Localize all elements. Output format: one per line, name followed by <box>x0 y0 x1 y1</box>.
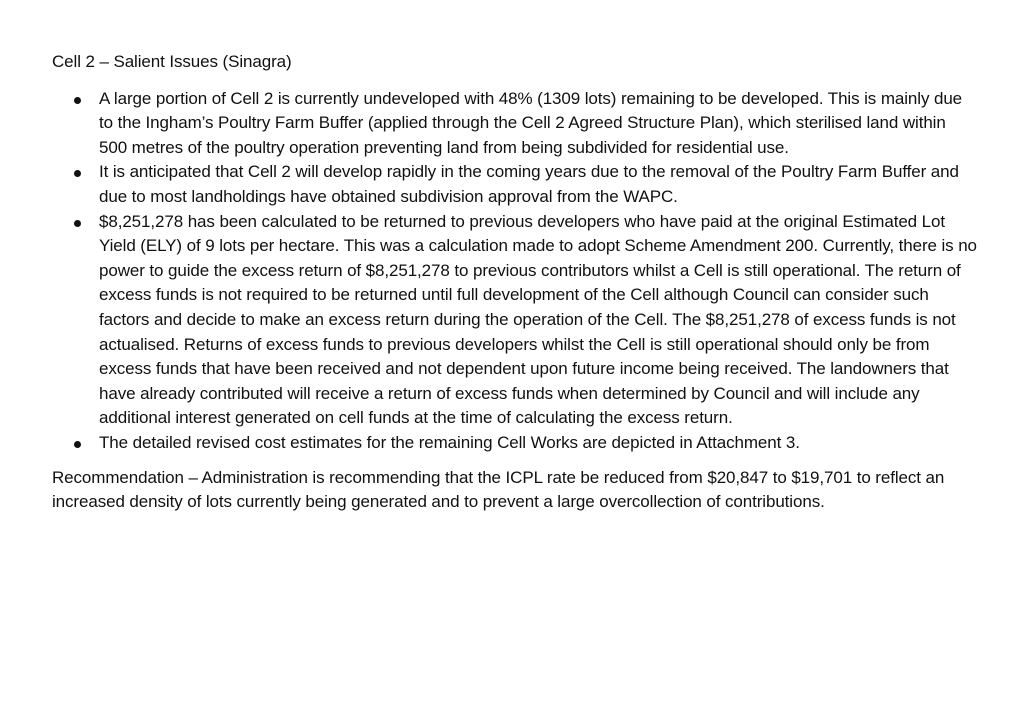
bullet-icon <box>74 220 81 227</box>
list-item-text: It is anticipated that Cell 2 will develop rapidly in the coming years due to the removal of the Poultry Farm Buffer and due to most landholdings have obtained subdivision approval from the WAPC. <box>99 162 959 206</box>
bullet-icon <box>74 97 81 104</box>
list-item <box>52 160 978 209</box>
list-item-text: The detailed revised cost estimates for the remaining Cell Works are depicted in Attachment 3. <box>99 432 800 452</box>
document-page <box>52 50 978 515</box>
list-item <box>52 431 978 456</box>
bullet-icon <box>74 170 81 177</box>
section-heading: Cell 2 – Salient Issues (Sinagra) <box>52 52 292 71</box>
recommendation-paragraph: Recommendation – Administration is recommending that the ICPL rate be reduced from $20,847 to $19,701 to reflect an increased density of lots currently being generated and to prevent a large overcollection of contributions. <box>52 467 945 512</box>
bullet-icon <box>74 441 81 448</box>
list-item <box>52 87 978 161</box>
salient-issues-list <box>52 87 978 456</box>
list-item-text: A large portion of Cell 2 is currently undeveloped with 48% (1309 lots) remaining to be developed. This is mainly due to the Ingham’s Poultry Farm Buffer (applied through the Cell 2 Agreed Structure Plan), which sterilised land within 500 metres of the poultry operation preventing land from being subdivided for residential use. <box>99 88 963 157</box>
list-item-text: $8,251,278 has been calculated to be returned to previous developers who have paid at the original Estimated Lot Yield (ELY) of 9 lots per hectare. This was a calculation made to adopt Scheme Amendment 200. Currently, there is no power to guide the excess return of $8,251,278 to previous contributors whilst a Cell is still operational. The return of excess funds is not required to be returned until full development of the Cell although Council can consider such factors and decide to make an excess return during the operation of the Cell. The $8,251,278 of excess funds is not actualised. Returns of excess funds to previous developers whilst the Cell is still operational should only be from excess funds that have been received and not dependent upon future income being received. The landowners that have already contributed will receive a return of excess funds when determined by Council and will include any additional interest generated on cell funds at the time of calculating the excess return. <box>99 211 977 428</box>
list-item <box>52 210 978 431</box>
